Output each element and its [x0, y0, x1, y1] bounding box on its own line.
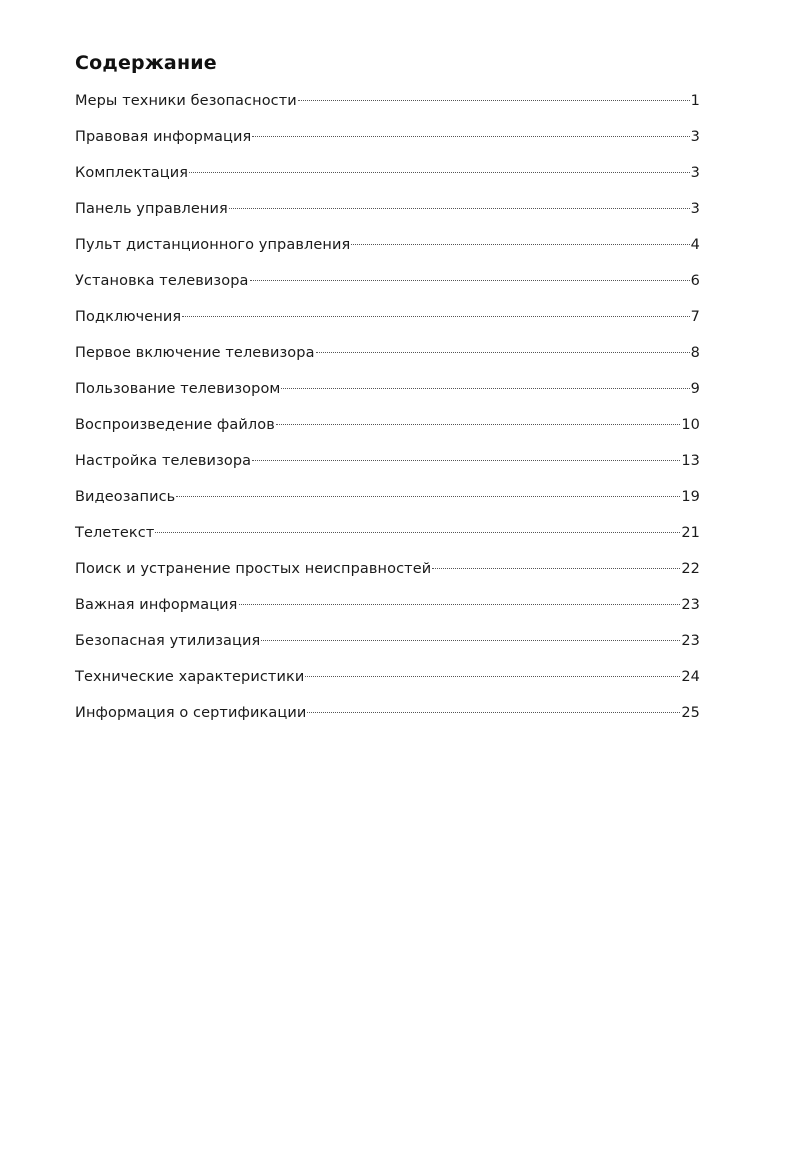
toc-entry-label: Пульт дистанционного управления	[75, 237, 351, 253]
toc-entry[interactable]	[75, 593, 700, 629]
toc-entry[interactable]	[75, 701, 700, 737]
toc-entry-label: Комплектация	[75, 165, 189, 181]
dot-leader	[281, 388, 689, 389]
toc-entry-label: Важная информация	[75, 597, 238, 613]
dot-leader	[176, 496, 680, 497]
toc-entry-page: 21	[681, 525, 700, 541]
dot-leader	[316, 352, 690, 353]
toc-entry-page: 1	[690, 93, 700, 109]
toc-entry-label: Поиск и устранение простых неисправностей	[75, 561, 432, 577]
toc-entry-page: 3	[690, 201, 700, 217]
toc-entry[interactable]	[75, 125, 700, 161]
toc-entry-page: 4	[690, 237, 700, 253]
dot-leader	[239, 604, 681, 605]
toc-entry-label: Установка телевизора	[75, 273, 249, 289]
toc-entry-label: Пользование телевизором	[75, 381, 281, 397]
toc-entry[interactable]	[75, 233, 700, 269]
dot-leader	[155, 532, 680, 533]
toc-entry-page: 9	[690, 381, 700, 397]
dot-leader	[252, 460, 680, 461]
toc-entry-label: Видеозапись	[75, 489, 176, 505]
toc-entry[interactable]	[75, 521, 700, 557]
toc-entry-label: Первое включение телевизора	[75, 345, 315, 361]
dot-leader	[250, 280, 690, 281]
toc-title: Содержание	[75, 52, 217, 74]
toc-entry-label: Информация о сертификации	[75, 705, 307, 721]
toc-entry-page: 3	[690, 129, 700, 145]
toc-entry-page: 13	[681, 453, 700, 469]
toc-entry-page: 7	[690, 309, 700, 325]
toc-entry-label: Правовая информация	[75, 129, 252, 145]
toc-entry[interactable]	[75, 665, 700, 701]
toc-entry-page: 23	[681, 597, 700, 613]
toc-entry-label: Настройка телевизора	[75, 453, 252, 469]
toc-entry[interactable]	[75, 89, 700, 125]
toc-entry[interactable]	[75, 413, 700, 449]
toc-entry-label: Технические характеристики	[75, 669, 305, 685]
dot-leader	[305, 676, 680, 677]
dot-leader	[298, 100, 690, 101]
toc-entry-label: Панель управления	[75, 201, 228, 217]
dot-leader	[252, 136, 689, 137]
dot-leader	[307, 712, 680, 713]
dot-leader	[189, 172, 690, 173]
toc-entry[interactable]	[75, 557, 700, 593]
toc-entry-page: 22	[681, 561, 700, 577]
dot-leader	[182, 316, 689, 317]
toc-entry[interactable]	[75, 629, 700, 665]
toc-entry[interactable]	[75, 161, 700, 197]
toc-entry-page: 23	[681, 633, 700, 649]
dot-leader	[432, 568, 680, 569]
toc-entry-label: Подключения	[75, 309, 182, 325]
toc-entry[interactable]	[75, 377, 700, 413]
toc-entry[interactable]	[75, 197, 700, 233]
dot-leader	[261, 640, 680, 641]
toc-entry-label: Воспроизведение файлов	[75, 417, 275, 433]
toc-entry[interactable]	[75, 485, 700, 521]
toc-entry-label: Безопасная утилизация	[75, 633, 261, 649]
dot-leader	[276, 424, 680, 425]
toc-entry[interactable]	[75, 305, 700, 341]
toc-entry-label: Телетекст	[75, 525, 155, 541]
toc-entry-page: 8	[690, 345, 700, 361]
toc-entry-page: 25	[681, 705, 700, 721]
toc-entry-page: 19	[681, 489, 700, 505]
toc-entry-page: 6	[690, 273, 700, 289]
toc-entry-label: Меры техники безопасности	[75, 93, 297, 109]
toc-entry-page: 10	[681, 417, 700, 433]
toc-entry-page: 3	[690, 165, 700, 181]
dot-leader	[229, 208, 690, 209]
toc-entry-page: 24	[681, 669, 700, 685]
toc-entry[interactable]	[75, 341, 700, 377]
dot-leader	[351, 244, 689, 245]
toc-entry[interactable]	[75, 269, 700, 305]
table-of-contents	[75, 89, 700, 737]
toc-entry[interactable]	[75, 449, 700, 485]
